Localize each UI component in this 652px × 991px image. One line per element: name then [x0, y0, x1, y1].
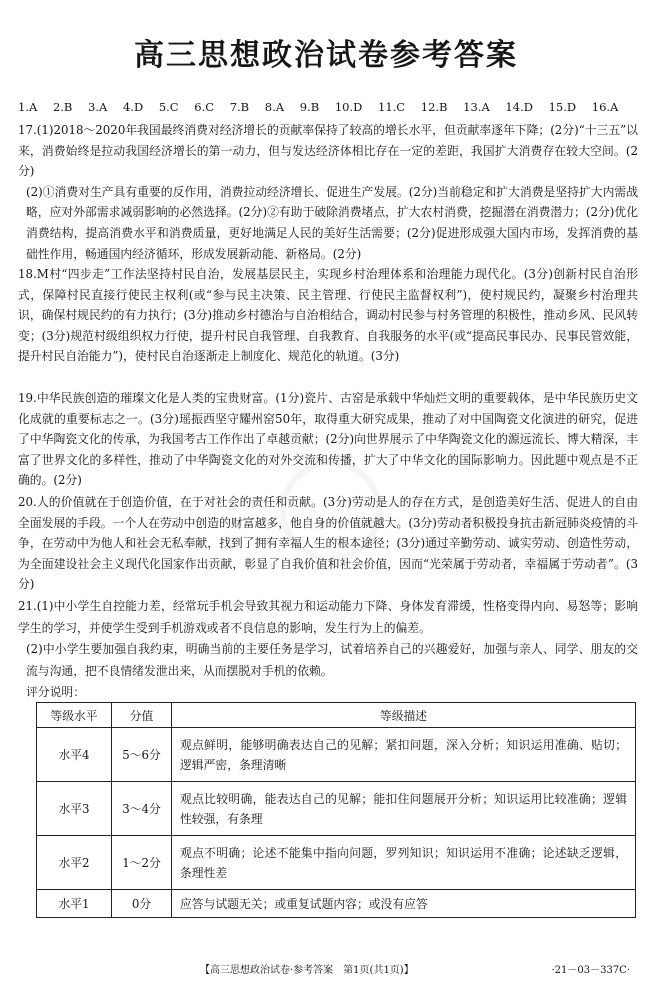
- score-cell: 0分: [112, 890, 172, 918]
- mc-answer: 15.D: [548, 100, 577, 114]
- column-header: 等级描述: [172, 703, 636, 728]
- mc-answer: 3.A: [88, 100, 108, 114]
- level-cell: 水平2: [37, 836, 112, 890]
- mc-answer: 13.A: [463, 100, 490, 114]
- mc-answer: 16.A: [591, 100, 619, 114]
- mc-answer: 12.B: [420, 100, 448, 114]
- question-20-answer: [18, 492, 638, 595]
- question-17-answer: [18, 120, 638, 264]
- mc-answer: 7.B: [229, 100, 250, 114]
- level-cell: 水平3: [37, 782, 112, 836]
- footer-code: ·21－03－337C·: [551, 965, 630, 976]
- answer-paragraph: (2)中小学生要加强自我约束，明确当前的主要任务是学习，试着培养自己的兴趣爱好，加强与亲人、同学、朋友的交流与沟通，把不良情绪发泄出来，从而摆脱对手机的依赖。: [26, 642, 638, 678]
- table-row: [37, 782, 636, 836]
- answer-paragraph: 20.人的价值就在于创造价值，在于对社会的责任和贡献。(3分)劳动是人的存在方式，是创造美好生活、促进人的自由全面发展的手段。一个人在劳动中创造的财富越多，他自身的价值就越大。(3分)劳动者积极投身抗击新冠肺炎疫情的斗争，在劳动中为他人和社会无私奉献，找到了拥有幸福人生的根本途径；(3分)通过辛勤劳动、诚实劳动、创造性劳动，为全面建设社会主义现代化国家作出贡献，彰显了自我价值和社会价值，因而“光荣属于劳动者，幸福属于劳动者”。(3分): [18, 495, 638, 592]
- answer-paragraph: (2)①消费对生产具有重要的反作用，消费拉动经济增长、促进生产发展。(2分)当前稳定和扩大消费是坚持扩大内需战略，应对外部需求减弱影响的必然选择。(2分)②有助于破除消费堵点，扩大农村消费，挖掘潜在消费潜力；(2分)优化消费结构，提高消费水平和消费质量，更好地满足人民的美好生活需要；(2分)促进形成强大国内市场，发挥消费的基础性作用，畅通国内经济循环，形成发展新动能、新格局。(2分): [26, 184, 638, 261]
- footer-page-info: 【高三思想政治试卷·参考答案 第1页(共1页)】: [200, 965, 414, 976]
- column-header: 等级水平: [37, 703, 112, 728]
- question-19-answer: [18, 388, 638, 491]
- grading-table-header: [37, 703, 636, 728]
- mc-answer: 10.D: [334, 100, 363, 114]
- table-row: [37, 728, 636, 782]
- level-cell: 水平1: [37, 890, 112, 918]
- grading-table: [36, 702, 636, 918]
- mc-answer: 11.C: [378, 100, 406, 114]
- answer-paragraph: 18.M村“四步走”工作法坚持村民自治，发展基层民主，实现乡村治理体系和治理能力现代化。(3分)创新村民自治形式，保障村民直接行使民主权利(或“参与民主决策、民主管理、行使民主监督权利”)，使村规民约，凝聚乡村治理共识，确保村规民约的有力执行；(3分)推动乡村德治与自治相结合，调动村民参与村务管理的积极性，推动乡风、民风转变；(3分)规范村级组织权力行使，提升村民自我管理、自我教育、自我服务的水平(或“提高民事民办、民事民管效能，提升村民自治能力”)，使村民自治逐渐走上制度化、规范化的轨道。(3分): [18, 267, 638, 364]
- mc-answer: 6.C: [194, 100, 215, 114]
- mc-answer: 4.D: [122, 100, 144, 114]
- description-cell: 观点比较明确，能表达自己的见解；能扣住问题展开分析；知识运用比较准确；逻辑性较强，有条理: [172, 782, 636, 836]
- question-18-answer: [18, 264, 638, 367]
- scoring-note-label: 评分说明：: [26, 685, 85, 699]
- description-cell: 观点鲜明，能够明确表达自己的见解；紧扣问题，深入分析；知识运用准确、贴切；逻辑严密，条理清晰: [172, 728, 636, 782]
- table-row: [37, 890, 636, 918]
- mc-answer: 8.A: [264, 100, 285, 114]
- description-cell: 观点不明确；论述不能集中指向问题，罗列知识；知识运用不准确；论述缺乏逻辑，条理性差: [172, 836, 636, 890]
- mc-answer: 5.C: [158, 100, 179, 114]
- page-title: 高三思想政治试卷参考答案: [134, 38, 518, 73]
- description-cell: 应答与试题无关；或重复试题内容；或没有应答: [172, 890, 636, 918]
- score-cell: 3～4分: [112, 782, 172, 836]
- page-footer: [0, 962, 652, 980]
- answer-paragraph: 17.(1)2018～2020年我国最终消费对经济增长的贡献率保持了较高的增长水平，但贡献率逐年下降；(2分)“十三五”以来，消费始终是拉动我国经济增长的第一动力，但与发达经济体相比存在一定的差距，我国扩大消费存在较大空间。(2分): [18, 123, 638, 179]
- column-header: 分值: [112, 703, 172, 728]
- score-cell: 1～2分: [112, 836, 172, 890]
- multiple-choice-answers: [18, 98, 638, 116]
- mc-answer: 14.D: [505, 100, 533, 114]
- answer-paragraph: 21.(1)中小学生自控能力差，经常玩手机会导致其视力和运动能力下降、身体发育滞缓，性格变得内向、易怒等；影响学生的学习，并使学生受到手机游戏或者不良信息的影响，发生行为上的偏差。: [18, 599, 638, 635]
- mc-answer: 1.A: [18, 100, 38, 114]
- table-row: [37, 836, 636, 890]
- answer-paragraph: 19.中华民族创造的璀璨文化是人类的宝贵财富。(1分)瓷片、古窑是承载中华灿烂文明的重要载体，是中华民族历史文化成就的重要标志之一。(3分)瑶振西坚守耀州窑50年，取得重大研究成果，推动了对中国陶瓷文化演进的研究，促进了中华陶瓷文化的传承，为我国考古工作作出了卓越贡献；(2分)向世界展示了中华陶瓷文化的源远流长、博大精深，丰富了世界文化的多样性，推动了中华陶瓷文化的对外交流和传播，扩大了中华文化的国际影响力。因此题中观点是不正确的。(2分): [18, 391, 638, 488]
- mc-answer: 2.B: [52, 100, 73, 114]
- question-21-answer: [18, 596, 638, 704]
- score-cell: 5～6分: [112, 728, 172, 782]
- mc-answer: 9.B: [299, 100, 320, 114]
- level-cell: 水平4: [37, 728, 112, 782]
